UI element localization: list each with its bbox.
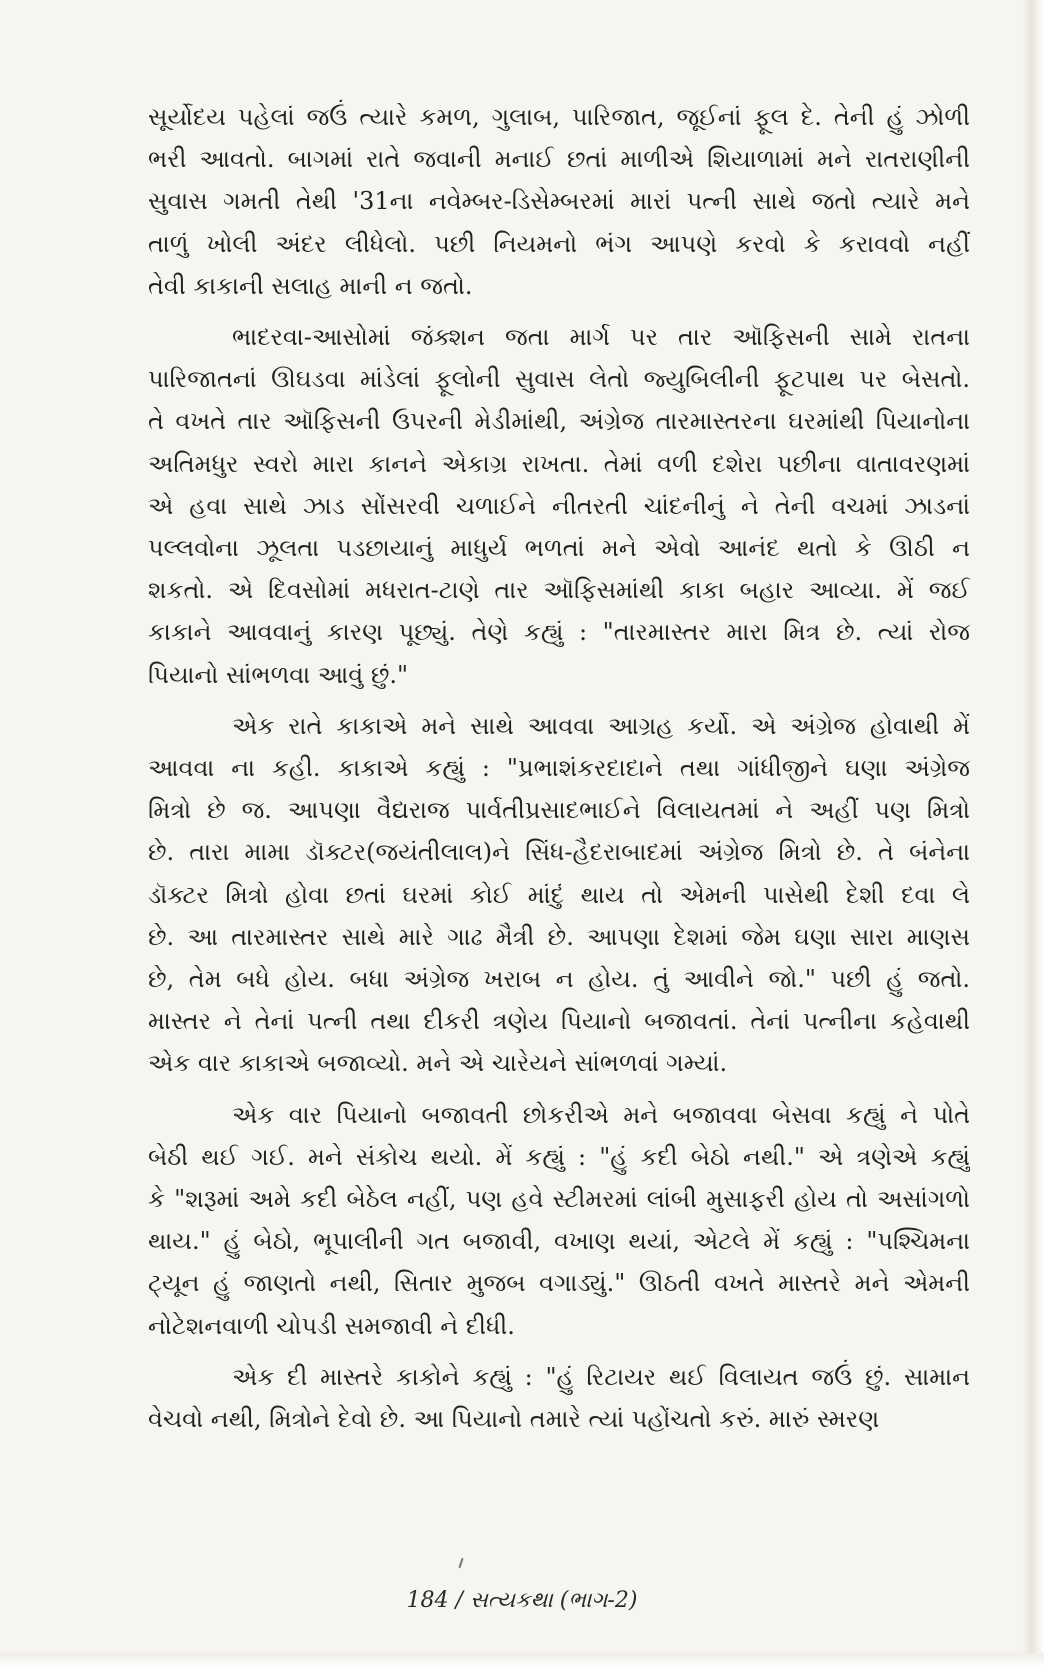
paragraph [148,1094,970,1347]
pen-mark [459,1558,464,1568]
text-line: સૂર્યોદય પહેલાં જઉં ત્યારે કમળ, ગુલાબ, પારિજાત, જૂઈનાં ફૂલ દે. તેની હું ઝોળી [148,103,970,131]
text-line: ભરી આવતો. બાગમાં રાતે જવાની મનાઈ છતાં માળીએ શિયાળામાં મને રાતરાણીની [148,145,970,174]
text-line: મિત્રો છે જ. આપણા વૈદ્યરાજ પાર્વતીપ્રસાદભાઈને વિલાયતમાં ને અહીં પણ મિત્રો [148,796,970,825]
text-line: તેવી કાકાની સલાહ માની ન જતો. [148,271,473,300]
paragraph [148,705,970,1085]
text-line: છે. તારા મામા ડૉક્ટર(જયંતીલાલ)ને સિંધ-હૈદરાબાદમાં અંગ્રેજ મિત્રો છે. તે બંનેના [148,838,970,867]
text-line: એક વાર પિયાનો બજાવતી છોકરીએ મને બજાવવા બેસવા કહ્યું ને પોતે [232,1100,970,1129]
text-line: અતિમધુર સ્વરો મારા કાનને એકાગ્ર રાખતા. તેમાં વળી દશેરા પછીના વાતાવરણમાં [148,449,970,478]
text-line: ભાદરવા-આસોમાં જંક્શન જતા માર્ગ પર તાર ઑફિસની સામે રાતના [232,323,970,352]
text-line: એ હવા સાથે ઝાડ સોંસરવી ચળાઈને નીતરતી ચાંદનીનું ને તેની વચમાં ઝાડનાં [148,491,970,520]
body-text [148,96,970,1449]
text-line: તાળું ખોલી અંદર લીધેલો. પછી નિયમનો ભંગ આપણે કરવો કે કરાવવો નહીં [148,229,970,258]
text-line: છે, તેમ બધે હોય. બધા અંગ્રેજ ખરાબ ન હોય. તું આવીને જો." પછી હું જતો. [148,965,970,994]
paragraph [148,316,970,696]
text-line: આવવા ના કહી. કાકાએ કહ્યું : "પ્રભાશંકરદાદાને તથા ગાંધીજીને ઘણા અંગ્રેજ [148,754,970,783]
text-line: નોટેશનવાળી ચોપડી સમજાવી ને દીધી. [148,1311,515,1340]
paragraph [148,96,970,307]
text-line: ટ્યૂન હું જાણતો નથી, સિતાર મુજબ વગાડ્યું." ઊઠતી વખતે માસ્તરે મને એમની [148,1269,970,1298]
text-line: વેચવો નથી, મિત્રોને દેવો છે. આ પિયાનો તમારે ત્યાં પહોંચતો કરું. મારું સ્મરણ [148,1405,880,1434]
text-line: એક રાતે કાકાએ મને સાથે આવવા આગ્રહ કર્યો. એ અંગ્રેજ હોવાથી મેં [232,711,970,740]
text-line: ડૉક્ટર મિત્રો હોવા છતાં ઘરમાં કોઈ માંદું થાય તો એમની પાસેથી દેશી દવા લે [148,880,970,909]
text-line: પલ્લવોના ઝૂલતા પડછાયાનું માધુર્ય ભળતાં મને એવો આનંદ થતો કે ઊઠી ન [148,534,970,563]
text-line: એક દી માસ્તરે કાકોને કહ્યું : "હું રિટાયર થઈ વિલાયત જઉં છું. સામાન [232,1362,970,1391]
text-line: એક વાર કાકાએ બજાવ્યો. મને એ ચારેયને સાંભળવાં ગમ્યાં. [148,1049,728,1078]
page-edge-right [1022,0,1044,1667]
page-edge-bottom [0,1653,1044,1667]
text-line: થાય." હું બેઠો, ભૂપાલીની ગત બજાવી, વખાણ થયાં, એટલે મેં કહ્યું : "પશ્ચિમના [148,1227,970,1256]
text-line: શકતો. એ દિવસોમાં મધરાત-ટાણે તાર ઑફિસમાંથી કાકા બહાર આવ્યા. મેં જઈ [148,576,970,605]
page-footer: 184 / સત્યકથા (ભાગ-2) [406,1588,638,1613]
text-line: કાકાને આવવાનું કારણ પૂછ્યું. તેણે કહ્યું : "તારમાસ્તર મારા મિત્ર છે. ત્યાં રોજ [148,618,970,647]
text-line: છે. આ તારમાસ્તર સાથે મારે ગાઢ મૈત્રી છે. આપણા દેશમાં જેમ ઘણા સારા માણસ [148,922,970,951]
text-line: બેઠી થઈ ગઈ. મને સંકોચ થયો. મેં કહ્યું : "હું કદી બેઠો નથી." એ ત્રણેએ કહ્યું [148,1142,970,1171]
text-line: કે "શરૂમાં અમે કદી બેઠેલ નહીં, પણ હવે સ્ટીમરમાં લાંબી મુસાફરી હોય તો અસાંગળો [148,1185,970,1214]
text-line: પારિજાતનાં ઊઘડવા માંડેલાં ફૂલોની સુવાસ લેતો જ્યુબિલીની ફૂટપાથ પર બેસતો. [148,365,970,394]
text-line: તે વખતે તાર ઑફિસની ઉપરની મેડીમાંથી, અંગ્રેજ તારમાસ્તરના ઘરમાંથી પિયાનોના [148,407,970,436]
text-line: સુવાસ ગમતી તેથી '31ના નવેમ્બર-ડિસેમ્બરમાં મારાં પત્ની સાથે જતો ત્યારે મને [148,187,970,216]
text-line: માસ્તર ને તેનાં પત્ની તથા દીકરી ત્રણેય પિયાનો બજાવતાં. તેનાં પત્નીના કહેવાથી [148,1007,970,1036]
paragraph [148,1356,970,1440]
text-line: પિયાનો સાંભળવા આવું છું." [148,660,409,689]
